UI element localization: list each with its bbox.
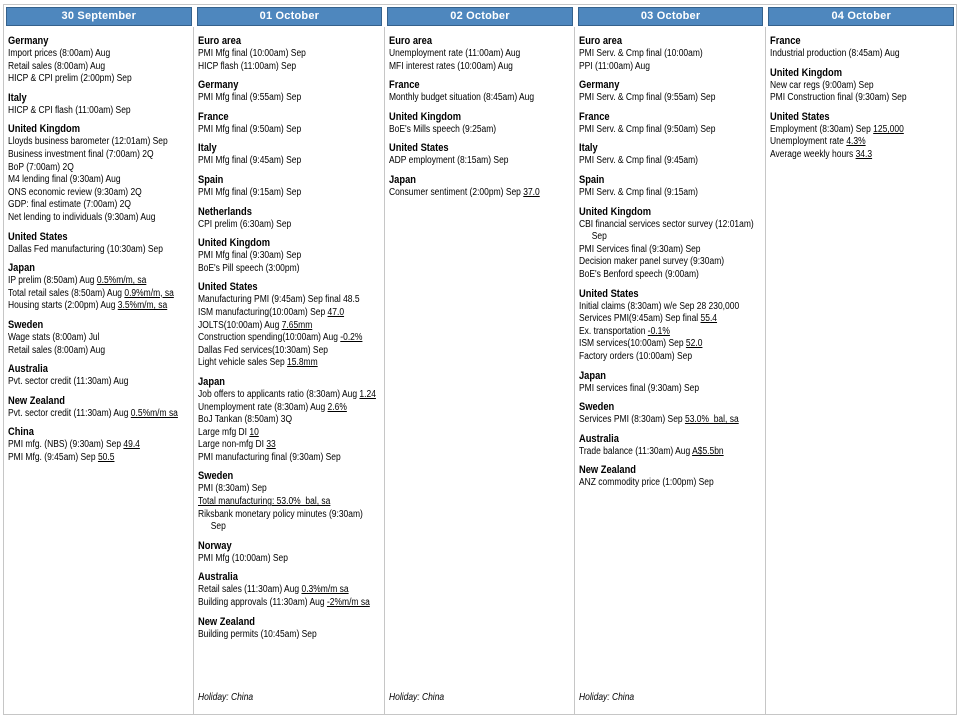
- event-text: Employment (8:30am) Sep: [769, 123, 873, 135]
- country-heading: New Zealand: [198, 615, 256, 628]
- event-text: PMI Serv. & Cmp final (9:55am) Sep: [579, 92, 716, 104]
- country-section: [579, 395, 764, 427]
- event-text: MFI interest rates (10:00am) Aug: [388, 60, 513, 72]
- country-heading: United Kingdom: [388, 110, 461, 123]
- country-section: [198, 610, 383, 642]
- event-entry: [198, 427, 383, 440]
- event-entry: [8, 149, 193, 162]
- event-text: Initial claims (8:30am) w/e Sep 28 230,000: [579, 300, 740, 312]
- event-entry: [198, 294, 383, 307]
- country-heading: Sweden: [8, 318, 44, 331]
- header-row: [4, 5, 956, 26]
- event-text: Construction spending(10:00am) Aug: [198, 332, 341, 344]
- day-column: [194, 27, 384, 714]
- event-text: PMI Construction final (9:30am) Sep: [769, 92, 907, 104]
- country-heading: Japan: [579, 369, 607, 382]
- event-text: PMI Services final (9:30am) Sep: [579, 243, 701, 255]
- event-entry: [579, 61, 764, 74]
- country-section: [198, 464, 383, 533]
- day-column: [385, 27, 575, 714]
- event-text: BoJ Tankan (8:50am) 3Q: [198, 414, 293, 426]
- event-text: Unemployment rate: [769, 136, 846, 148]
- event-value: 53.0% bal, sa: [685, 414, 739, 426]
- event-entry: [579, 313, 764, 326]
- event-entry: [198, 483, 383, 496]
- event-text: Retail sales (8:00am) Aug: [8, 60, 106, 72]
- country-section: [579, 168, 764, 200]
- event-text: Dallas Fed manufacturing (10:30am) Sep: [8, 243, 163, 255]
- country-heading: Italy: [579, 142, 598, 155]
- event-entry: [579, 244, 764, 257]
- event-value: -2%m/m sa: [327, 597, 371, 609]
- event-value: 3.5%m/m, sa: [117, 300, 168, 312]
- country-heading: Australia: [198, 571, 239, 584]
- country-section: [198, 231, 383, 275]
- event-entry: [198, 414, 383, 427]
- event-entry: [198, 219, 383, 232]
- event-entry: [579, 219, 764, 232]
- date-header: 02 October: [387, 7, 573, 26]
- country-section: [8, 117, 193, 224]
- event-value: -0.2%: [340, 332, 363, 344]
- event-entry: [579, 351, 764, 364]
- event-text: Manufacturing PMI (9:45am) Sep final 48.5: [198, 294, 360, 306]
- event-value: 1.24: [359, 388, 377, 400]
- country-section: [198, 29, 383, 73]
- event-value: 34.3: [855, 148, 872, 160]
- event-text: Unemployment rate (11:00am) Aug: [388, 48, 521, 59]
- event-entry: [579, 446, 764, 459]
- country-section: [770, 29, 956, 61]
- country-heading: United States: [769, 110, 830, 123]
- country-heading: Japan: [8, 262, 35, 275]
- event-entry: [198, 509, 383, 522]
- event-entry: [389, 48, 574, 61]
- day-column: [766, 27, 956, 714]
- event-text: PMI Serv. & Cmp final (9:15am): [579, 186, 699, 198]
- country-section: [8, 389, 193, 421]
- event-text: GDP: final estimate (7:00am) 2Q: [8, 199, 131, 211]
- event-entry: [389, 92, 574, 105]
- event-entry: [8, 174, 193, 187]
- event-value: 10: [249, 426, 260, 438]
- event-text: HICP flash (11:00am) Sep: [198, 60, 297, 72]
- event-text: BoE's Pill speech (3:00pm): [198, 262, 300, 274]
- event-value: 33: [266, 439, 277, 451]
- country-heading: Germany: [198, 79, 239, 92]
- event-text: Consumer sentiment (2:00pm) Sep: [388, 186, 524, 198]
- event-text: ISM services(10:00am) Sep: [579, 338, 687, 350]
- country-section: [579, 458, 764, 490]
- country-heading: Netherlands: [198, 205, 253, 218]
- country-heading: United Kingdom: [579, 205, 652, 218]
- event-text: ISM manufacturing(10:00am) Sep: [198, 306, 328, 318]
- event-entry: [770, 136, 956, 149]
- event-entry: [579, 301, 764, 314]
- country-section: [8, 313, 193, 357]
- country-heading: Sweden: [579, 401, 615, 414]
- event-entry: [198, 553, 383, 566]
- country-heading: Japan: [198, 375, 226, 388]
- event-value: 0.9%m/m, sa: [124, 287, 174, 299]
- country-section: [198, 534, 383, 566]
- day-column-content: [8, 29, 193, 712]
- event-text: PMI Mfg final (9:50am) Sep: [198, 123, 302, 135]
- event-entry: [579, 187, 764, 200]
- event-text: CBI financial services sector survey (12:01am): [579, 218, 754, 230]
- event-entry: [389, 61, 574, 74]
- event-value: 7.65mm: [282, 319, 313, 331]
- event-text: HICP & CPI prelim (2:00pm) Sep: [8, 73, 132, 85]
- country-heading: United Kingdom: [769, 66, 842, 79]
- country-heading: Italy: [198, 142, 218, 155]
- holiday-note: Holiday: China: [388, 692, 444, 703]
- country-section: [389, 73, 574, 105]
- country-section: [198, 200, 383, 232]
- event-entry: [198, 597, 383, 610]
- country-heading: Norway: [198, 539, 233, 552]
- event-text: HICP & CPI flash (11:00am) Sep: [8, 104, 131, 116]
- event-entry: [198, 92, 383, 105]
- event-entry: [198, 402, 383, 415]
- event-entry: [770, 124, 956, 137]
- country-section: [8, 256, 193, 313]
- country-heading: Sweden: [198, 470, 234, 483]
- event-entry: [770, 80, 956, 93]
- event-value: 0.5%m/m sa: [130, 407, 178, 419]
- country-heading: Germany: [8, 35, 49, 47]
- event-text: Ex. transportation: [579, 325, 648, 337]
- event-entry: [8, 48, 193, 61]
- event-text: PMI manufacturing final (9:30am) Sep: [198, 451, 342, 463]
- country-heading: United States: [8, 230, 68, 243]
- country-section: [8, 225, 193, 257]
- event-entry: [198, 155, 383, 168]
- country-heading: France: [198, 110, 229, 123]
- holiday-note: Holiday: China: [579, 692, 635, 703]
- country-section: [8, 420, 193, 464]
- event-entry: [198, 61, 383, 74]
- country-section: [579, 200, 764, 282]
- event-entry: [198, 439, 383, 452]
- event-entry: [8, 275, 193, 288]
- country-section: [198, 168, 383, 200]
- event-entry: [579, 269, 764, 282]
- event-value: A$5.5bn: [692, 445, 724, 457]
- day-column: [4, 27, 194, 714]
- country-heading: France: [579, 110, 610, 123]
- event-text: BoE's Mills speech (9:25am): [388, 123, 496, 135]
- event-text: Job offers to applicants ratio (8:30am) Aug: [198, 388, 360, 400]
- event-text: Retail sales (8:00am) Aug: [8, 344, 106, 356]
- event-text: PMI Serv. & Cmp final (10:00am): [579, 48, 703, 59]
- country-section: [198, 136, 383, 168]
- country-heading: United States: [579, 287, 639, 300]
- event-text: Dallas Fed services(10:30am) Sep: [198, 344, 329, 356]
- event-text: PMI Mfg final (9:30am) Sep: [198, 250, 302, 262]
- event-entry: [579, 256, 764, 269]
- economic-calendar-table: [3, 4, 957, 715]
- event-entry: [579, 326, 764, 339]
- event-entry: [198, 332, 383, 345]
- event-text: PMI Mfg (10:00am) Sep: [198, 552, 289, 564]
- day-column: [575, 27, 765, 714]
- event-entry: [579, 231, 764, 244]
- event-text: Light vehicle sales Sep: [198, 357, 288, 369]
- country-section: [198, 565, 383, 609]
- country-heading: New Zealand: [579, 464, 637, 477]
- event-entry: [579, 338, 764, 351]
- event-text: Large non-mfg DI: [198, 439, 267, 451]
- date-header: 04 October: [768, 7, 954, 26]
- event-entry: [8, 452, 193, 465]
- event-text: Sep: [211, 521, 227, 533]
- event-entry: [198, 584, 383, 597]
- event-entry: [198, 452, 383, 465]
- event-entry: [198, 320, 383, 333]
- country-section: [579, 136, 764, 168]
- event-text: Pvt. sector credit (11:30am) Aug: [8, 407, 131, 419]
- event-entry: [389, 155, 574, 168]
- country-heading: Australia: [579, 432, 620, 445]
- event-text: PMI Mfg. (9:45am) Sep: [8, 451, 98, 463]
- event-text: Lloyds business barometer (12:01am) Sep: [8, 136, 168, 148]
- event-entry: [198, 250, 383, 263]
- event-value: 52.0: [686, 338, 703, 350]
- event-entry: [8, 332, 193, 345]
- country-heading: France: [769, 35, 801, 47]
- country-heading: Euro area: [388, 35, 432, 47]
- country-section: [198, 105, 383, 137]
- event-text: Large mfg DI: [198, 426, 250, 438]
- event-text: ANZ commodity price (1:00pm) Sep: [579, 477, 714, 489]
- country-section: [389, 168, 574, 200]
- event-entry: [8, 244, 193, 257]
- event-text: Factory orders (10:00am) Sep: [579, 350, 693, 362]
- country-section: [8, 29, 193, 86]
- country-heading: United States: [198, 281, 258, 294]
- day-column-content: [579, 29, 764, 712]
- event-entry: [579, 477, 764, 490]
- event-value: 0.5%m/m, sa: [96, 275, 147, 287]
- event-text: Pvt. sector credit (11:30am) Aug: [8, 376, 129, 388]
- country-heading: Italy: [8, 91, 27, 104]
- country-section: [579, 105, 764, 137]
- event-text: Building approvals (11:30am) Aug: [198, 597, 328, 609]
- event-text: Sep: [591, 231, 607, 243]
- event-text: Building permits (10:45am) Sep: [198, 628, 318, 640]
- event-text: Retail sales (11:30am) Aug: [198, 584, 302, 596]
- event-value: 15.8mm: [287, 357, 319, 369]
- event-entry: [198, 357, 383, 370]
- event-text: ADP employment (8:15am) Sep: [388, 155, 509, 167]
- event-text: PMI Mfg final (9:55am) Sep: [198, 92, 302, 104]
- country-heading: Australia: [8, 363, 48, 376]
- event-text: IP prelim (8:50am) Aug: [8, 275, 97, 287]
- country-heading: United States: [388, 142, 449, 155]
- country-section: [198, 275, 383, 370]
- event-entry: [198, 307, 383, 320]
- country-section: [389, 29, 574, 73]
- event-text: Average weekly hours: [769, 148, 856, 160]
- event-value: 50.5: [97, 451, 115, 463]
- event-value: 47.0: [327, 306, 345, 318]
- event-value: Total manufacturing: 53.0% bal, sa: [198, 496, 331, 508]
- event-text: Decision maker panel survey (9:30am): [579, 256, 725, 268]
- event-text: M4 lending final (9:30am) Aug: [8, 174, 121, 186]
- event-entry: [579, 383, 764, 396]
- event-entry: [8, 408, 193, 421]
- event-entry: [8, 199, 193, 212]
- event-entry: [198, 345, 383, 358]
- event-entry: [198, 263, 383, 276]
- event-value: 55.4: [700, 313, 718, 325]
- day-column-content: [770, 29, 956, 712]
- event-text: PMI services final (9:30am) Sep: [579, 382, 700, 394]
- date-header: 03 October: [578, 7, 764, 26]
- holiday-note: Holiday: China: [198, 692, 254, 703]
- country-heading: New Zealand: [8, 394, 65, 407]
- country-heading: China: [8, 426, 34, 439]
- country-section: [8, 86, 193, 118]
- event-entry: [198, 48, 383, 61]
- event-entry: [579, 124, 764, 137]
- event-entry: [8, 439, 193, 452]
- event-entry: [579, 414, 764, 427]
- country-section: [770, 61, 956, 105]
- event-value: -0.1%: [647, 325, 671, 337]
- event-text: Import prices (8:00am) Aug: [8, 48, 111, 59]
- event-entry: [389, 124, 574, 137]
- country-heading: France: [388, 79, 420, 92]
- country-section: [579, 29, 764, 73]
- event-entry: [198, 187, 383, 200]
- event-entry: [770, 48, 956, 61]
- date-header: 30 September: [6, 7, 192, 26]
- event-entry: [198, 389, 383, 402]
- event-text: Business investment final (7:00am) 2Q: [8, 148, 154, 160]
- event-value: 4.3%: [845, 136, 866, 148]
- event-text: Trade balance (11:30am) Aug: [579, 445, 693, 457]
- country-heading: Euro area: [579, 35, 623, 47]
- country-section: [389, 105, 574, 137]
- event-value: 125,000: [872, 123, 904, 135]
- event-text: Unemployment rate (8:30am) Aug: [198, 401, 328, 413]
- event-text: Industrial production (8:45am) Aug: [769, 48, 900, 59]
- event-text: Housing starts (2:00pm) Aug: [8, 300, 118, 312]
- country-section: [198, 370, 383, 465]
- country-section: [579, 427, 764, 459]
- country-section: [579, 282, 764, 364]
- event-entry: [198, 521, 383, 534]
- event-text: CPI prelim (6:30am) Sep: [198, 218, 292, 230]
- date-header: 01 October: [197, 7, 383, 26]
- event-text: Services PMI(9:45am) Sep final: [579, 313, 701, 325]
- country-heading: United Kingdom: [8, 123, 80, 136]
- event-entry: [8, 136, 193, 149]
- event-entry: [8, 376, 193, 389]
- event-text: New car regs (9:00am) Sep: [769, 79, 874, 91]
- event-text: Net lending to individuals (9:30am) Aug: [8, 211, 156, 223]
- country-heading: Japan: [388, 173, 416, 186]
- event-entry: [8, 61, 193, 74]
- event-entry: [579, 48, 764, 61]
- event-value: 2.6%: [327, 401, 348, 413]
- body-row: [4, 27, 956, 714]
- event-text: PMI Serv. & Cmp final (9:50am) Sep: [579, 123, 716, 135]
- event-entry: [8, 162, 193, 175]
- event-text: BoE's Benford speech (9:00am): [579, 268, 700, 280]
- event-entry: [770, 92, 956, 105]
- event-value: 37.0: [523, 186, 540, 198]
- event-entry: [8, 212, 193, 225]
- event-value: 0.3%m/m sa: [301, 584, 349, 596]
- event-text: Total retail sales (8:50am) Aug: [8, 287, 125, 299]
- event-text: Riksbank monetary policy minutes (9:30am): [198, 508, 364, 520]
- country-heading: Spain: [579, 173, 605, 186]
- event-text: PMI Mfg final (9:15am) Sep: [198, 186, 302, 198]
- event-entry: [198, 124, 383, 137]
- event-entry: [198, 629, 383, 642]
- event-text: PMI Mfg final (9:45am) Sep: [198, 155, 302, 167]
- country-heading: Spain: [198, 173, 224, 186]
- event-text: PMI Mfg final (10:00am) Sep: [198, 48, 307, 59]
- country-section: [770, 105, 956, 162]
- day-column-content: [198, 29, 383, 712]
- event-entry: [579, 92, 764, 105]
- event-text: PMI mfg. (NBS) (9:30am) Sep: [8, 439, 124, 451]
- event-entry: [8, 300, 193, 313]
- event-entry: [770, 149, 956, 162]
- event-text: Wage stats (8:00am) Jul: [8, 331, 100, 343]
- country-section: [579, 364, 764, 396]
- country-heading: Euro area: [198, 35, 242, 47]
- country-section: [389, 136, 574, 168]
- country-section: [8, 357, 193, 389]
- event-text: ONS economic review (9:30am) 2Q: [8, 186, 142, 198]
- event-text: JOLTS(10:00am) Aug: [198, 319, 283, 331]
- day-column-content: [389, 29, 574, 712]
- event-entry: [8, 345, 193, 358]
- event-entry: [8, 105, 193, 118]
- event-entry: [8, 288, 193, 301]
- event-entry: [198, 496, 383, 509]
- event-text: Services PMI (8:30am) Sep: [579, 414, 686, 426]
- country-heading: United Kingdom: [198, 237, 271, 250]
- event-value: 49.4: [123, 439, 140, 451]
- event-entry: [8, 73, 193, 86]
- country-heading: Germany: [579, 79, 620, 92]
- event-entry: [8, 187, 193, 200]
- event-entry: [389, 187, 574, 200]
- event-text: PMI Serv. & Cmp final (9:45am): [579, 155, 699, 167]
- event-entry: [579, 155, 764, 168]
- country-section: [198, 73, 383, 105]
- country-section: [579, 73, 764, 105]
- event-text: PPI (11:00am) Aug: [579, 60, 651, 72]
- event-text: PMI (8:30am) Sep: [198, 483, 268, 495]
- event-text: BoP (7:00am) 2Q: [8, 161, 74, 173]
- event-text: Monthly budget situation (8:45am) Aug: [388, 92, 534, 104]
